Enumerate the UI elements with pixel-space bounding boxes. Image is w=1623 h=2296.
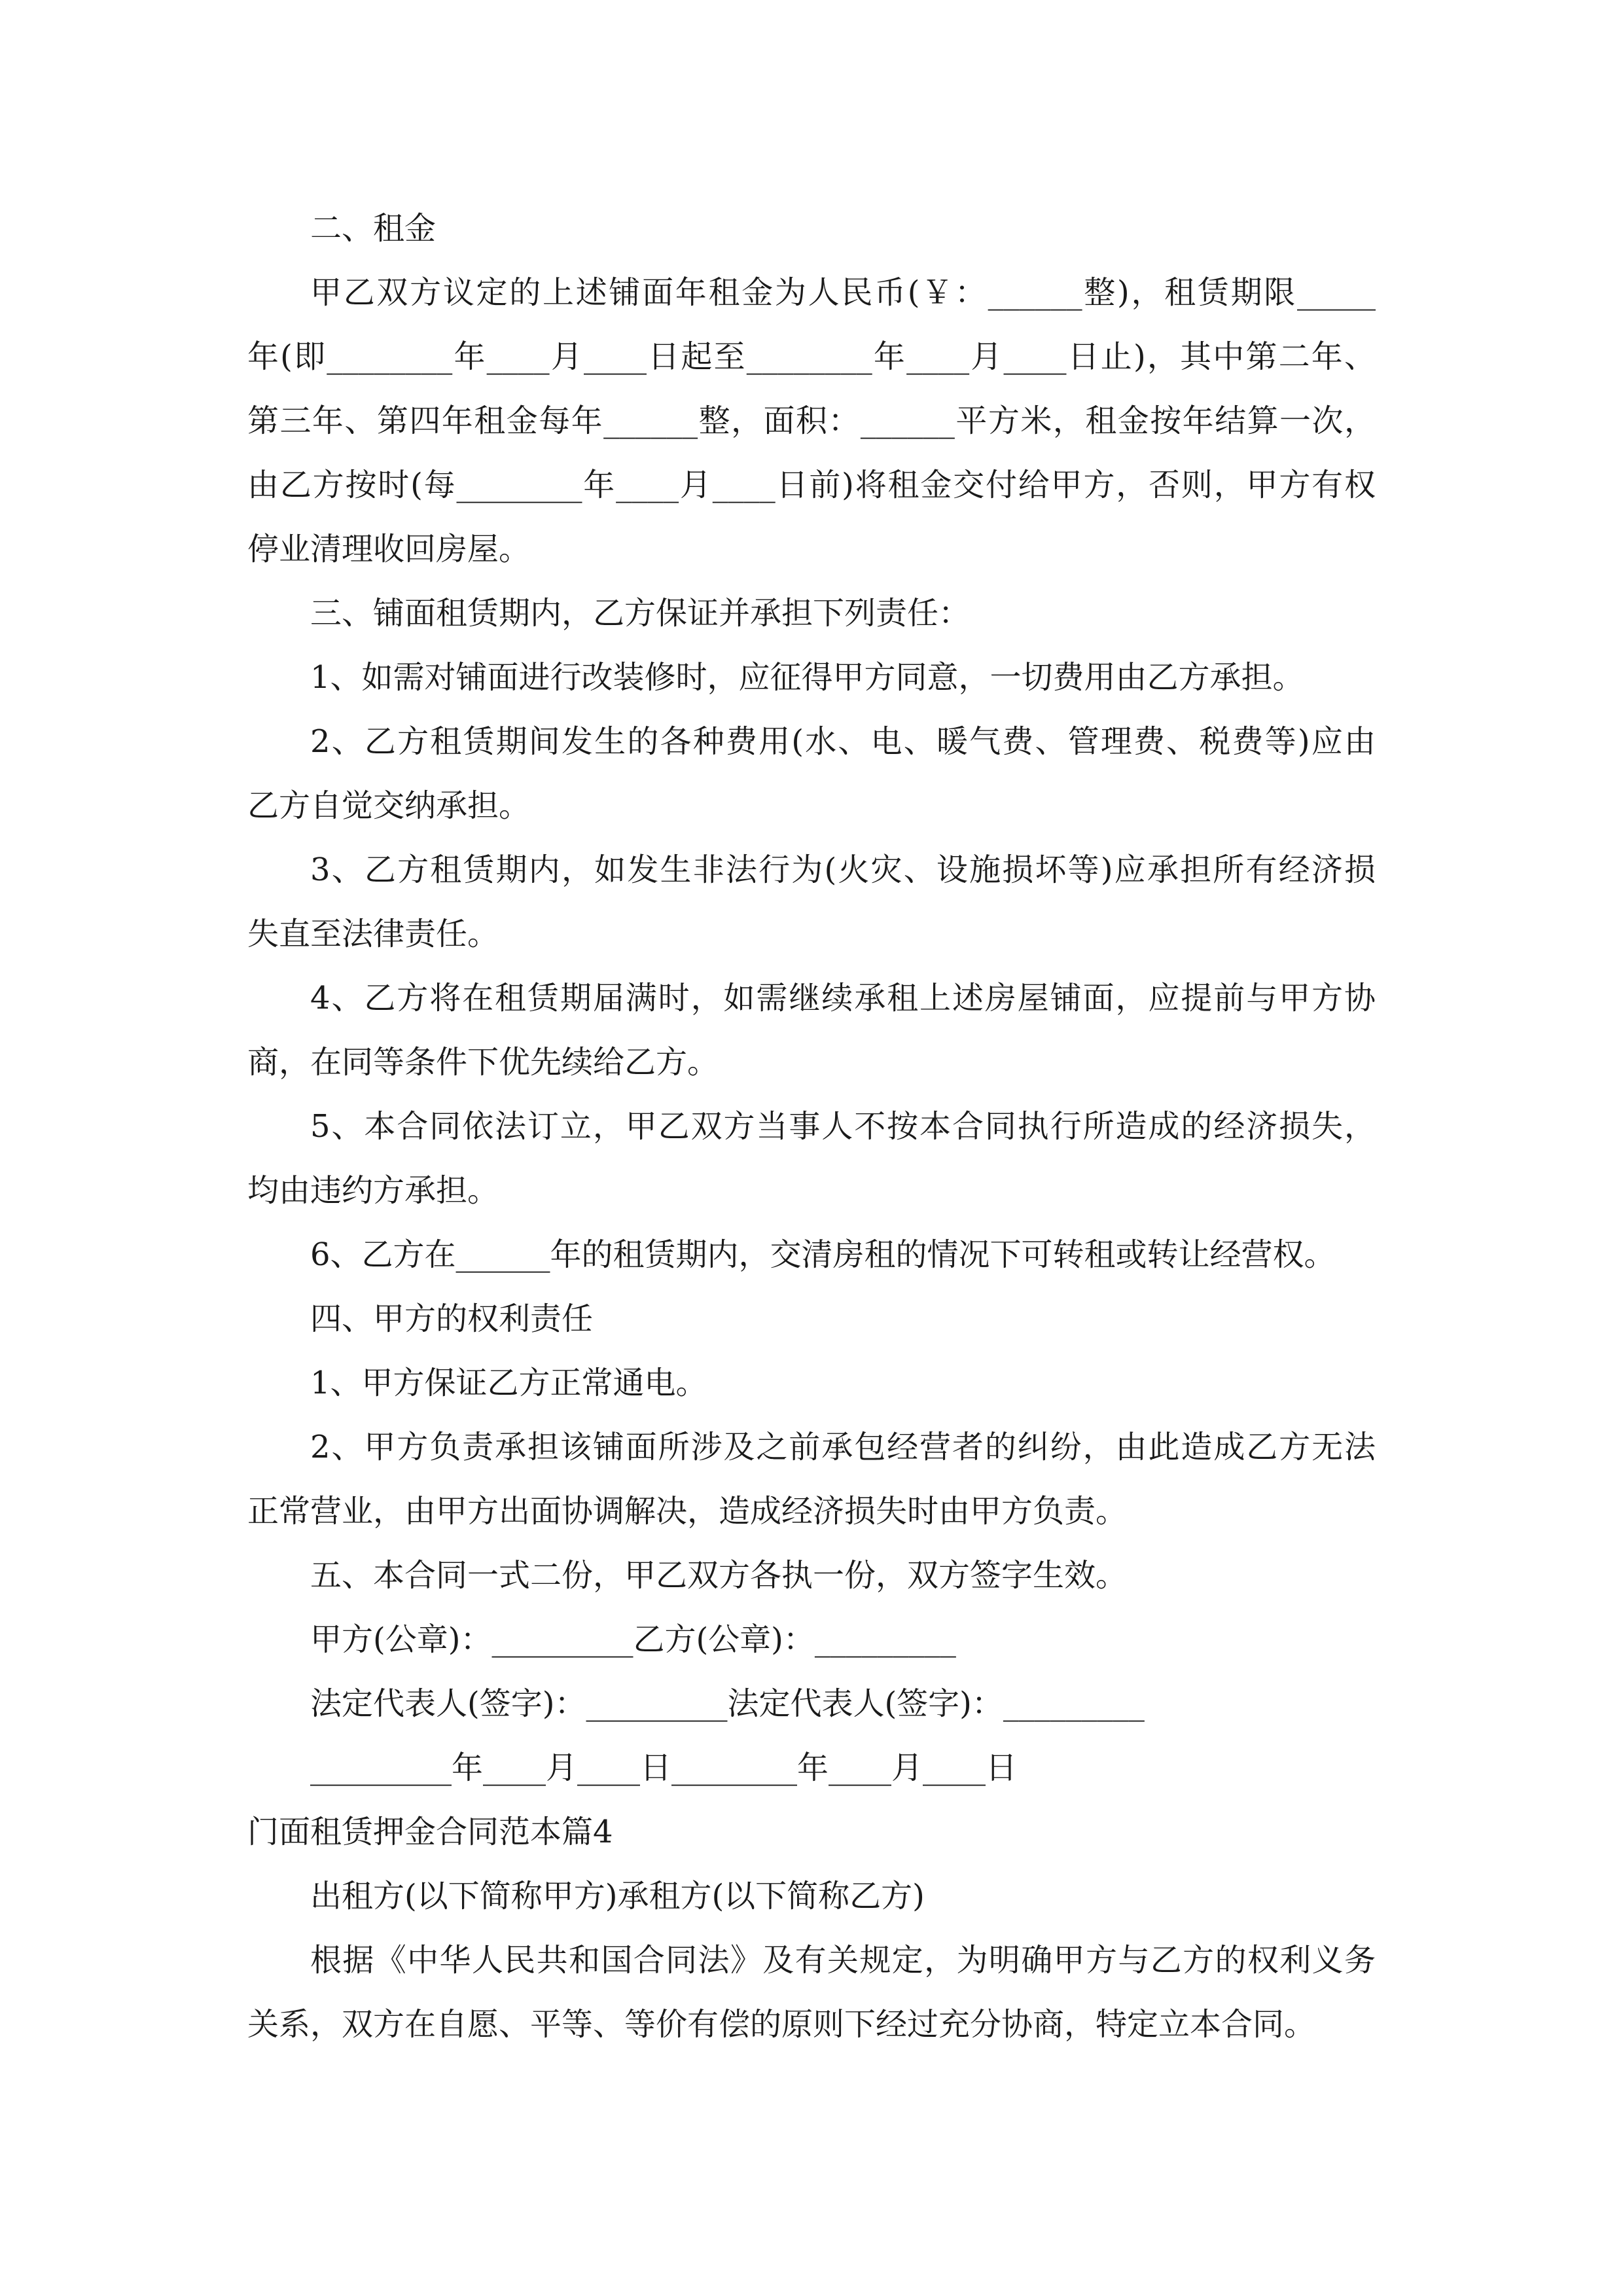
- signature-date-line: _________年____月____日________年____月____日: [310, 1749, 1018, 1786]
- clause-line: 3、乙方租赁期内，如发生非法行为(火灾、设施损坏等)应承担所有经济损: [310, 852, 1376, 888]
- clause-line: 1、如需对铺面进行改装修时，应征得甲方同意，一切费用由乙方承担。: [310, 659, 1304, 696]
- clause-line: 2、乙方租赁期间发生的各种费用(水、电、暖气费、管理费、税费等)应由: [310, 723, 1376, 760]
- clause-line: 乙方自觉交纳承担。: [247, 787, 531, 824]
- clause-line: 6、乙方在______年的租赁期内，交清房租的情况下可转租或转让经营权。: [310, 1236, 1336, 1273]
- paragraph-line: 根据《中华人民共和国合同法》及有关规定，为明确甲方与乙方的权利义务: [310, 1942, 1376, 1979]
- clause-line: 1、甲方保证乙方正常通电。: [310, 1365, 707, 1401]
- clause-line: 5、本合同依法订立，甲乙双方当事人不按本合同执行所造成的经济损失，: [310, 1108, 1376, 1145]
- paragraph-line: 年(即________年____月____日起至________年____月____日止)，其中第二年、: [247, 338, 1376, 375]
- clause-line: 正常营业，由甲方出面协调解决，造成经济损失时由甲方负责。: [247, 1493, 1128, 1530]
- contract-body: [247, 196, 1376, 2056]
- section-heading-rent: 二、租金: [310, 210, 437, 247]
- clause-line: 商，在同等条件下优先续给乙方。: [247, 1044, 719, 1081]
- clause-line: 2、甲方负责承担该铺面所涉及之前承包经营者的纠纷，由此造成乙方无法: [310, 1429, 1376, 1465]
- paragraph-line: 停业清理收回房屋。: [247, 531, 531, 567]
- section-title-part4: 门面租赁押金合同范本篇4: [247, 1814, 613, 1850]
- clause-line: 均由违约方承担。: [247, 1172, 499, 1209]
- signature-representative-line: 法定代表人(签字)：_________法定代表人(签字)：_________: [310, 1685, 1145, 1722]
- clause-line: 失直至法律责任。: [247, 916, 499, 952]
- section-heading-tenant-duties: 三、铺面租赁期内，乙方保证并承担下列责任：: [310, 595, 971, 632]
- paragraph-line: 关系，双方在自愿、平等、等价有偿的原则下经过充分协商，特定立本合同。: [247, 2006, 1316, 2043]
- signature-seal-line: 甲方(公章)：_________乙方(公章)：_________: [310, 1621, 956, 1658]
- parties-line: 出租方(以下简称甲方)承租方(以下简称乙方): [310, 1878, 925, 1914]
- clause-line: 4、乙方将在租赁期届满时，如需继续承租上述房屋铺面，应提前与甲方协: [310, 980, 1376, 1016]
- paragraph-line: 由乙方按时(每________年____月____日前)将租金交付给甲方，否则，甲方有权: [247, 467, 1376, 503]
- paragraph-line: 甲乙双方议定的上述铺面年租金为人民币(￥：______整)，租赁期限_____: [310, 274, 1376, 311]
- section-heading-landlord-duties: 四、甲方的权利责任: [310, 1300, 594, 1337]
- section-heading-copies: 五、本合同一式二份，甲乙双方各执一份，双方签字生效。: [310, 1557, 1128, 1594]
- paragraph-line: 第三年、第四年租金每年______整，面积：______平方米，租金按年结算一次，: [247, 403, 1376, 439]
